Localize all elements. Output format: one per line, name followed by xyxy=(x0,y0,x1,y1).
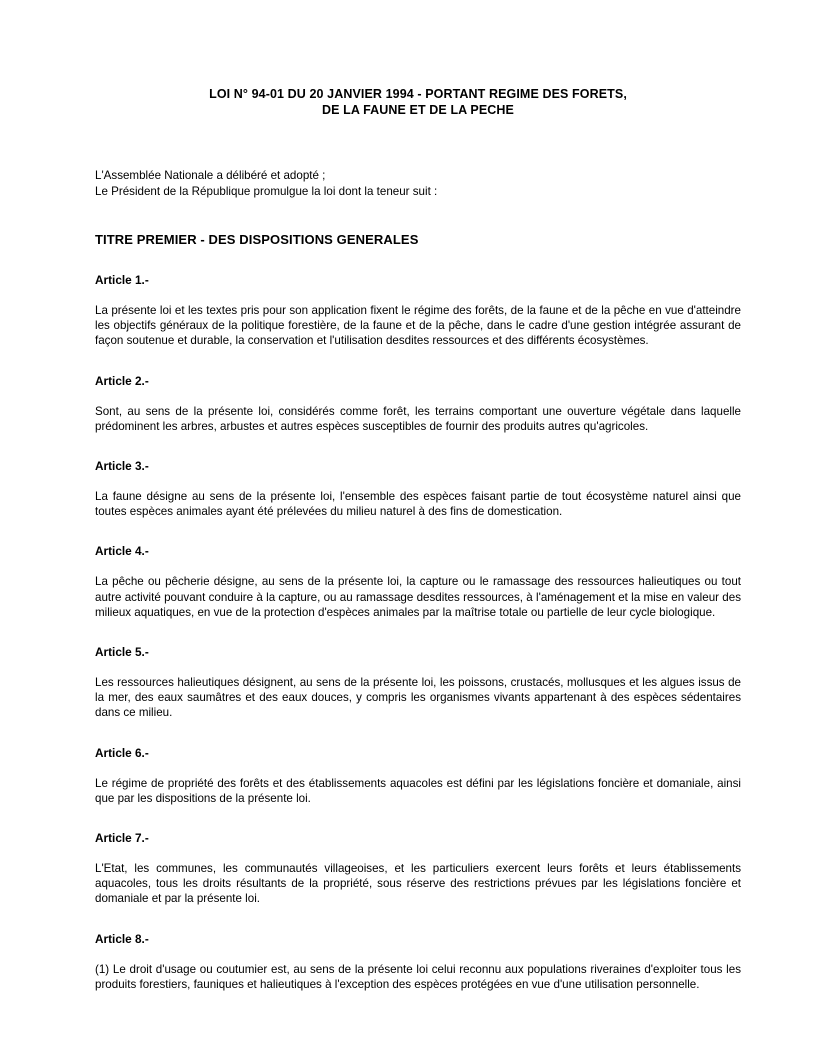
document-title-line-1: LOI N° 94-01 DU 20 JANVIER 1994 - PORTANT REGIME DES FORETS, xyxy=(209,87,627,101)
article-heading-3: Article 3.- xyxy=(95,459,149,474)
article-body-5: Les ressources halieutiques désignent, au sens de la présente loi, les poissons, crustacés, mollusques et les algues issus de la mer, des eaux saumâtres et des eaux douces, y compris les organismes vivants appartenant à des espèces sédentaires dans ce milieu. xyxy=(95,676,741,720)
article-heading-6: Article 6.- xyxy=(95,745,149,760)
article-heading-1: Article 1.- xyxy=(95,273,149,287)
article-body-7: L'Etat, les communes, les communautés villageoises, et les particuliers exercent leurs forêts et leurs établissements aquacoles, tous les droits résultants de la propriété, sous réserve des restrictions prévues par les législations foncière et domaniale et par la présente loi. xyxy=(95,862,741,906)
document-title xyxy=(95,86,741,118)
preamble-line-2: Le Président de la République promulgue la loi dont la teneur suit : xyxy=(95,185,438,198)
article-heading-4: Article 4.- xyxy=(95,544,149,559)
preamble-line-1: L'Assemblée Nationale a délibéré et adopté ; xyxy=(95,169,326,182)
article-heading-8: Article 8.- xyxy=(95,931,149,946)
document-content xyxy=(95,86,741,992)
section-heading-titre-premier: TITRE PREMIER - DES DISPOSITIONS GENERALES xyxy=(95,232,419,247)
article-heading-5: Article 5.- xyxy=(95,645,149,660)
article-body-3: La faune désigne au sens de la présente loi, l'ensemble des espèces faisant partie de tout écosystème naturel ainsi que toutes espèces animales ayant été prélevées du milieu naturel à des fins de domestication. xyxy=(95,490,741,519)
document-title-line-2: DE LA FAUNE ET DE LA PECHE xyxy=(322,103,514,117)
article-body-8: (1) Le droit d'usage ou coutumier est, au sens de la présente loi celui reconnu aux populations riveraines d'exploiter tous les produits forestiers, fauniques et halieutiques à l'exception des espèces protégées en vue d'une utilisation personnelle. xyxy=(95,962,741,991)
article-heading-2: Article 2.- xyxy=(95,373,149,388)
article-body-6: Le régime de propriété des forêts et des établissements aquacoles est défini par les législations foncière et domaniale, ainsi que par les dispositions de la présente loi. xyxy=(95,776,741,805)
article-body-1: La présente loi et les textes pris pour son application fixent le régime des forêts, de la faune et de la pêche en vue d'atteindre les objectifs généraux de la politique forestière, de la faune et de la pêche, dans le cadre d'une gestion intégrée assurant de façon soutenue et durable, la conservation et l'utilisation desdites ressources et des différents écosystèmes. xyxy=(95,304,741,348)
preamble xyxy=(95,168,741,200)
article-heading-7: Article 7.- xyxy=(95,831,149,846)
article-body-2: Sont, au sens de la présente loi, considérés comme forêt, les terrains comportant une ouverture végétale dans laquelle prédominent les arbres, arbustes et autres espèces susceptibles de fournir des produits autres qu'agricoles. xyxy=(95,404,741,433)
article-body-4: La pêche ou pêcherie désigne, au sens de la présente loi, la capture ou le ramassage des ressources halieutiques ou tout autre activité pouvant conduire à la capture, ou au ramassage desdites ressources, à l'aménagement et la mise en valeur des milieux aquatiques, en vue de la protection d'espèces animales par la maîtrise totale ou partielle de leur cycle biologique. xyxy=(95,575,741,619)
